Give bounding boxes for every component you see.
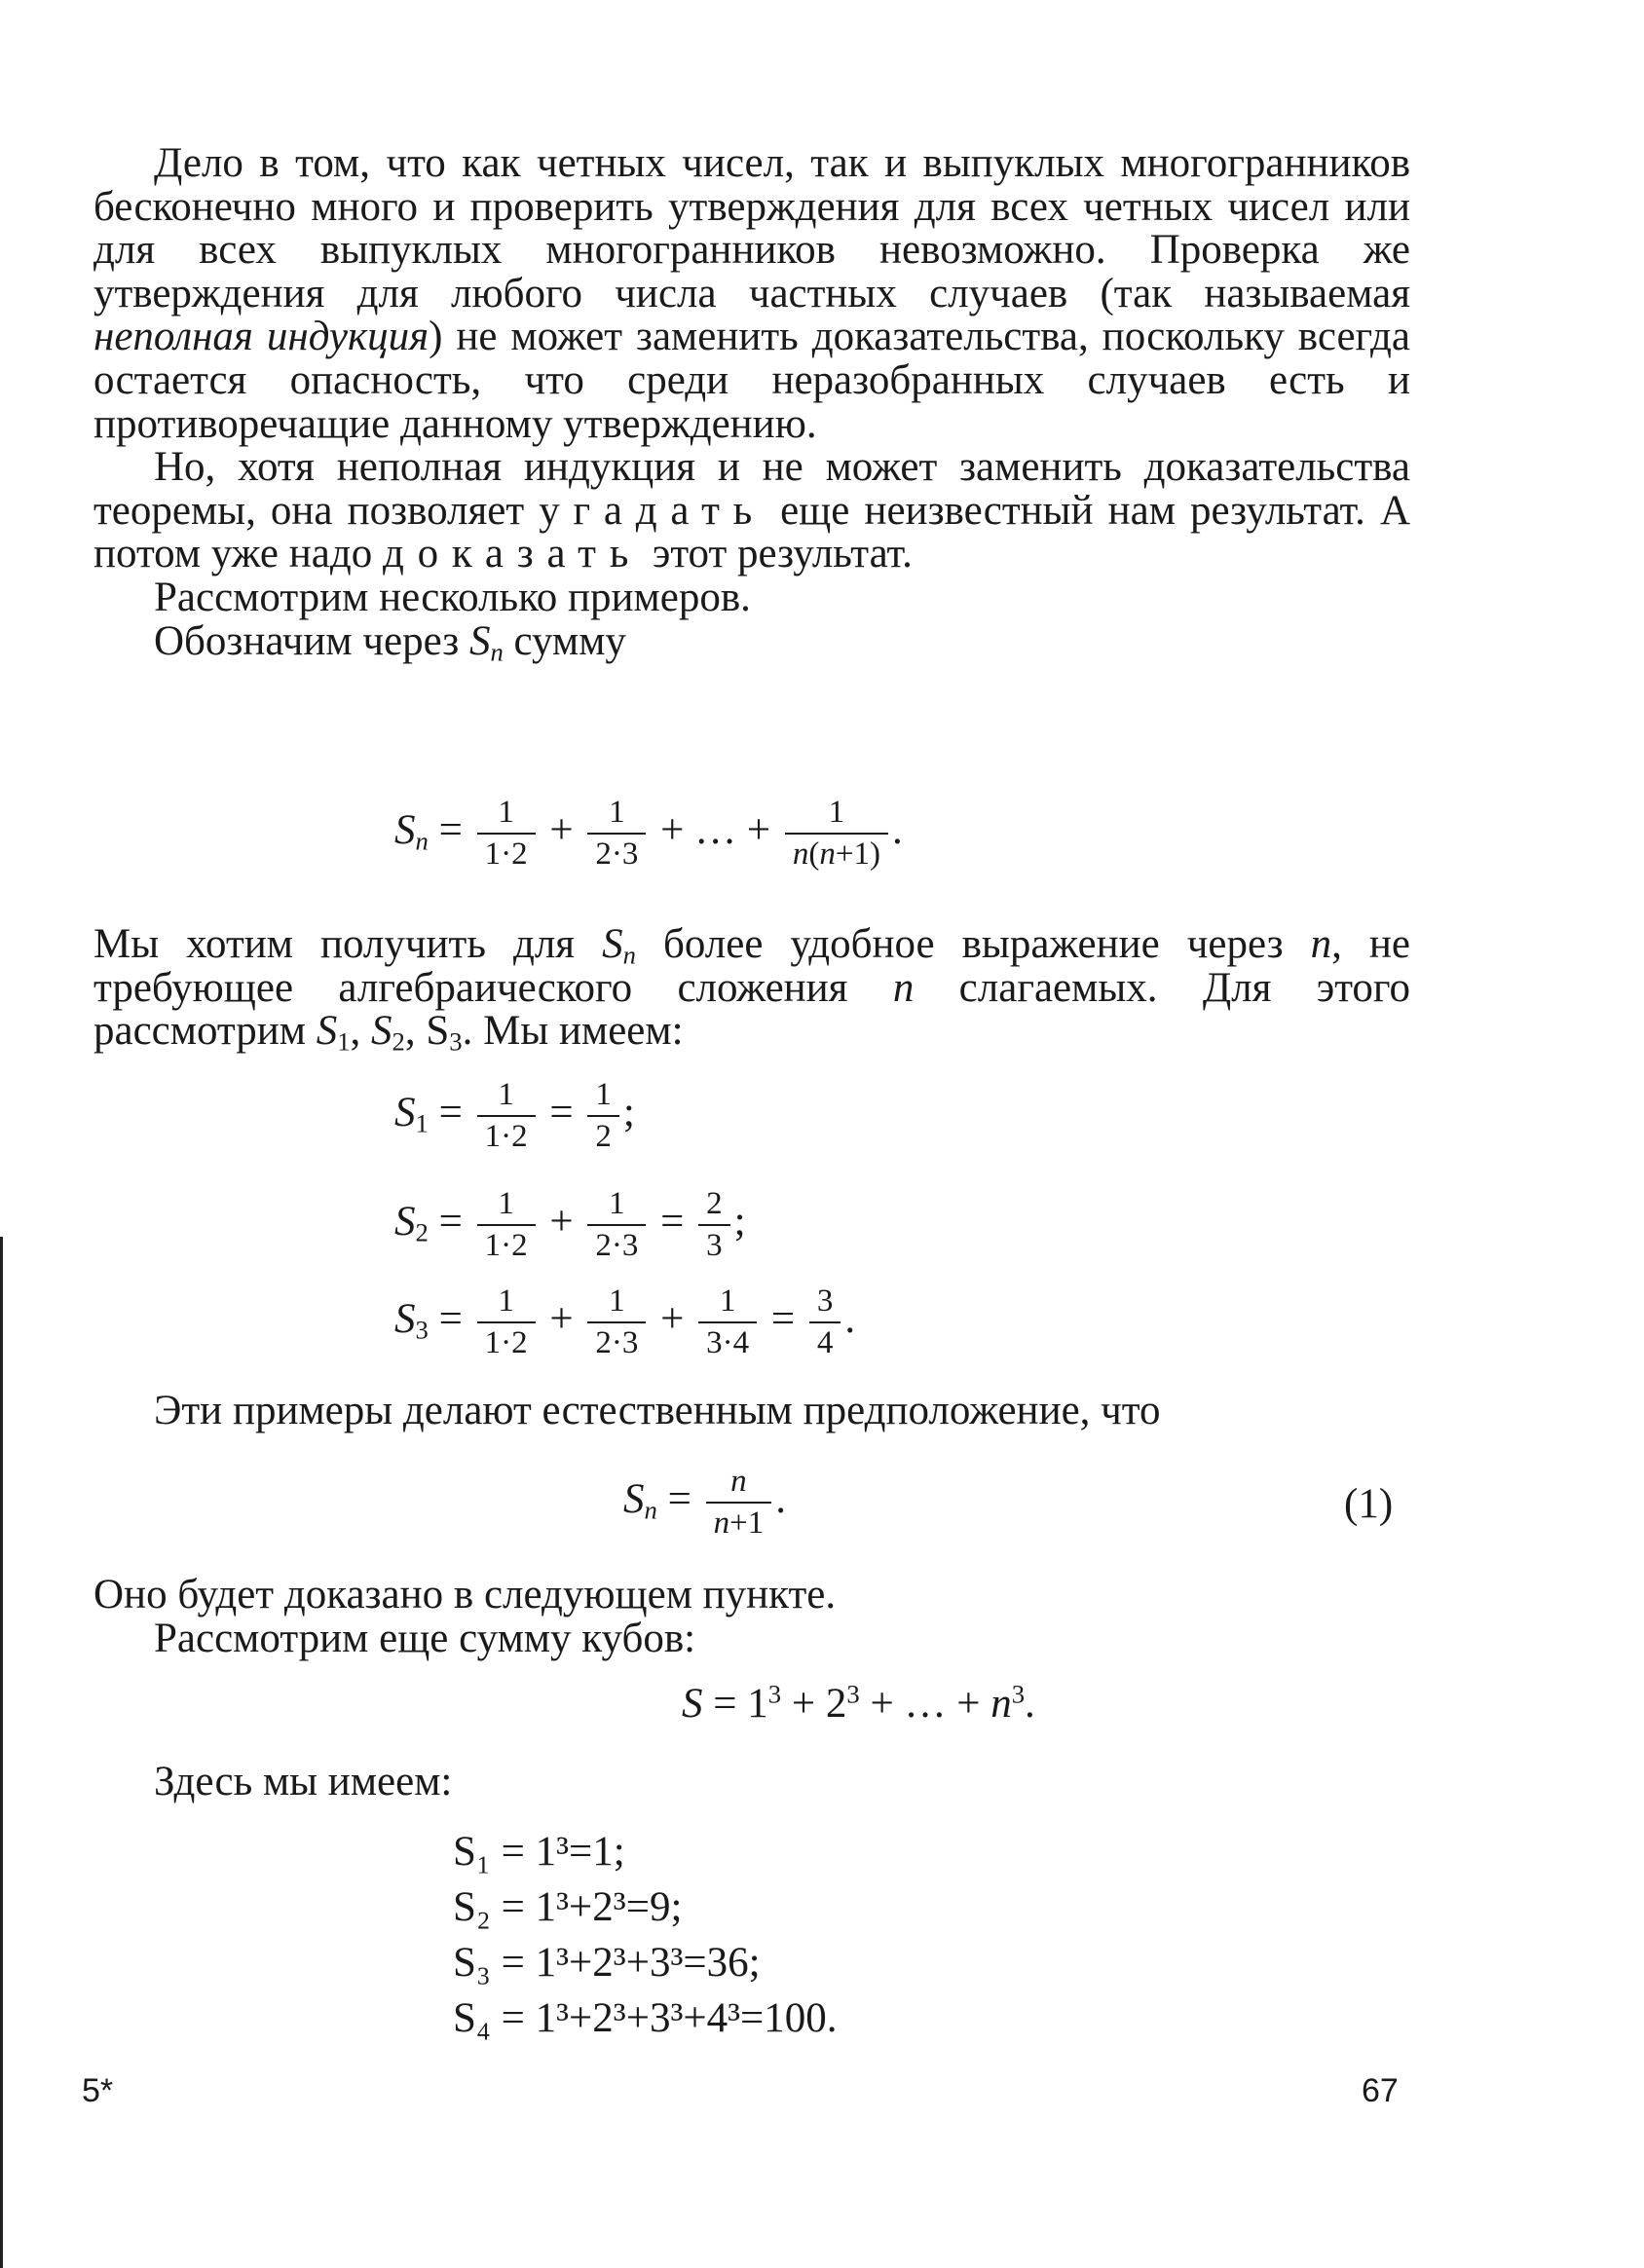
cube-sum-line: S₁ = 1³=1; [453,1829,625,1875]
paragraph-2: Но, хотя неполная индукция и не может заменить доказательства теоремы, она позволяет угадать еще неизвестный нам результат. А потом уже надо доказать этот результат. [93,444,1410,577]
paragraph-3: Рассмотрим несколько примеров. [154,574,751,620]
text-block-assumption [93,1390,1410,1433]
cube-sum-line: S₄ = 1³+2³+3³+4³=100. [453,1995,838,2041]
text-block-middle [93,921,1411,1057]
text-block-bottom [93,1574,1410,1660]
formula-s3: $S_3$ = $\frac{1}{1\cdot 2}$ + $\frac{1}{2\cdot 3}$ + $\frac{1}{3\cdot 4}$ = $\frac{3}{4}$ . [394,1283,856,1360]
paragraph-6: Эти примеры делают естественным предположение, что [154,1388,1161,1433]
formula-s2: $S_2$ = $\frac{1}{1\cdot 2}$ + $\frac{1}{2\cdot 3}$ = $\frac{2}{3}$ ; [394,1186,746,1263]
paragraph-1: Дело в том, что как четных чисел, так и выпуклых многогранников бесконечно много и проверить утверждения для всех четных чисел или для всех выпуклых многогранников невозможно. Проверка же утверждения для любого числа частных случаев (так называемая неполная индукция) не может заменить доказательства, поскольку всегда остается опасность, что среди неразобранных случаев есть и противоречащие данному утверждению. [93,140,1410,447]
formula-sn-closed-form: $S_n$ = $\frac{n}{n+1}$ . [623,1464,786,1541]
equation-number: (1) [1344,1481,1394,1527]
paragraph-8: Рассмотрим еще сумму кубов: [154,1615,696,1661]
cube-sum-line: S₂ = 1³+2³=9; [453,1884,683,1930]
text-block-here [93,1761,1410,1804]
formula-s1: $S_1$ = $\frac{1}{1\cdot 2}$ = $\frac{1}{2}$ ; [394,1077,635,1154]
scan-edge-line [0,1237,3,2268]
text-block-top [93,140,1410,667]
formula-sn-definition: $S_n$ = $\frac{1}{1\cdot 2}$ + $\frac{1}{2\cdot 3}$ + … + $\frac{1}{n(n+1)}$ . [394,795,903,872]
formula-cube-sum: $S = 1^3 + 2^3$ + … + $n^3$. [682,1679,1035,1727]
paragraph-9: Здесь мы имеем: [154,1759,453,1804]
paragraph-5: Мы хотим получить для $S_n$ более удобное выражение через n, не требующее алгебраического сложения n слагаемых. Для этого рассмотрим $S_1$, $S_2$, $S_3$. Мы имеем: [93,921,1411,1057]
cube-sum-line: S₃ = 1³+2³+3³=36; [453,1940,761,1986]
paragraph-4: Обозначим через $S_n$ сумму [154,617,626,667]
paragraph-7: Оно будет доказано в следующем пункте. [93,1572,837,1617]
signature-mark: 5* [82,2072,114,2109]
page-number: 67 [1362,2072,1399,2109]
